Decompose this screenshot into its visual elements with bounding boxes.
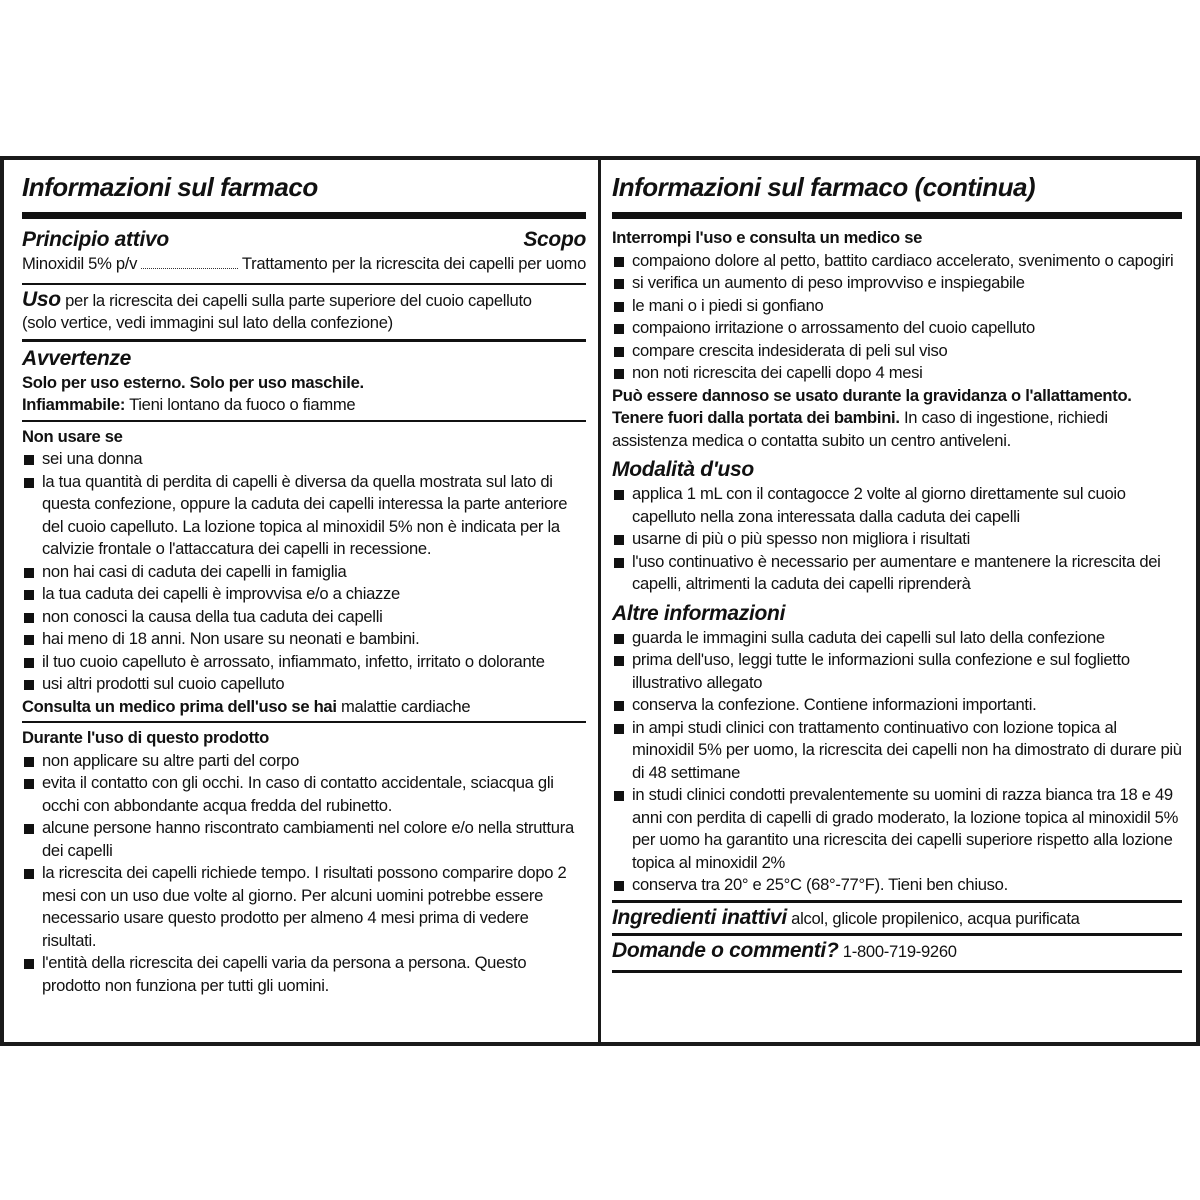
ask-doctor-label: Consulta un medico prima dell'uso se hai [22,696,337,716]
stop-use-heading: Interrompi l'uso e consulta un medico se [612,228,923,247]
other-info-heading: Altre informazioni [612,601,786,625]
stop-use-list [612,250,1182,385]
ask-doctor-text: malattie cardiache [336,696,471,716]
use-heading: Uso [22,287,61,311]
directions-list [612,483,1182,596]
purpose-text: Trattamento per la ricrescita dei capelli per uomo [241,254,586,273]
other-info-list [612,627,1182,897]
use-text-line2: (solo vertice, vedi immagini sul lato della confezione) [22,313,393,332]
drug-facts-label [0,156,1200,1046]
flammable-label: Infiammabile: [22,395,126,414]
list-item: la tua quantità di perdita di capelli è diversa da quella mostrata sul lato di questa confezione, oppure la caduta dei capelli interessa la parte anteriore del cuoio capelluto. La lozione topica al minoxidil 5% non è indicata per la calvizie frontale o l'attaccatura dei capelli in recessione. [22,471,586,561]
leader-dots [141,256,238,269]
purpose-heading: Scopo [523,228,586,251]
directions-section [612,455,1182,599]
list-item: il tuo cuoio capelluto è arrossato, infiammato, infetto, irritato o dolorante [22,651,586,674]
use-text-line1: per la ricrescita dei capelli sulla parte superiore del cuoio capelluto [60,290,532,310]
list-item: compaiono dolore al petto, battito cardiaco accelerato, svenimento o capogiri [612,250,1182,273]
inactive-ingredients-section [612,900,1182,934]
directions-heading: Modalità d'uso [612,458,754,481]
list-item: l'uso continuativo è necessario per aumentare e mantenere la ricrescita dei capelli, altrimenti la caduta dei capelli riprenderà [612,551,1182,596]
list-item: la ricrescita dei capelli richiede tempo. I risultati possono comparire dopo 2 mesi con un uso due volte al giorno. Per alcuni uomini potrebbe essere necessario usare questo prodotto per almeno 4 mesi prima di vedere risultati. [22,862,586,952]
do-not-use-heading: Non usare se [22,426,123,446]
during-use-heading: Durante l'uso di questo prodotto [22,728,269,747]
right-column [601,160,1196,1042]
list-item: prima dell'uso, leggi tutte le informazioni sulla confezione e sul foglietto illustrativo allegato [612,649,1182,694]
list-item: l'entità della ricrescita dei capelli varia da persona a persona. Questo prodotto non funziona per tutti gli uomini. [22,952,586,997]
other-info-section [612,599,1182,900]
pregnancy-warning: Può essere dannoso se usato durante la gravidanza o l'allattamento. [612,385,1132,405]
flammable-text: Tieni lontano da fuoco o fiamme [125,395,356,414]
list-item: la tua caduta dei capelli è improvvisa e/o a chiazze [22,583,586,606]
list-item: evita il contatto con gli occhi. In caso di contatto accidentale, sciacqua gli occhi con abbondante acqua fredda del rubinetto. [22,772,586,817]
list-item: applica 1 mL con il contagocce 2 volte al giorno direttamente sul cuoio capelluto nella zona interessata dalla caduta dei capelli [612,483,1182,528]
list-item: non applicare su altre parti del corpo [22,750,586,773]
do-not-use-list [22,448,586,696]
list-item: non conosci la causa della tua caduta dei capelli [22,606,586,629]
children-warning-label: Tenere fuori dalla portata dei bambini. [612,408,900,427]
phone-number: 1-800-719-9260 [838,942,957,961]
list-item: conserva la confezione. Contiene informazioni importanti. [612,694,1182,717]
list-item: compaiono irritazione o arrossamento del cuoio capelluto [612,317,1182,340]
list-item: alcune persone hanno riscontrato cambiamenti nel colore e/o nella struttura dei capelli [22,817,586,862]
list-item: compare crescita indesiderata di peli sul viso [612,340,1182,363]
left-title: Informazioni sul farmaco [22,170,586,219]
during-use-list [22,750,586,998]
active-ingredient-section [22,219,586,283]
list-item: usarne di più o più spesso non migliora i risultati [612,528,1182,551]
active-ingredient-heading: Principio attivo [22,228,169,251]
use-section [22,283,586,339]
list-item: non noti ricrescita dei capelli dopo 4 mesi [612,362,1182,385]
questions-section [612,933,1182,973]
list-item: conserva tra 20° e 25°C (68°-77°F). Tieni ben chiuso. [612,874,1182,897]
list-item: usi altri prodotti sul cuoio capelluto [22,673,586,696]
inactive-ingredients-text: alcol, glicole propilenico, acqua purificata [786,908,1080,928]
do-not-use-section [22,420,586,722]
list-item: non hai casi di caduta dei capelli in famiglia [22,561,586,584]
list-item: hai meno di 18 anni. Non usare su neonati e bambini. [22,628,586,651]
list-item: in studi clinici condotti prevalentemente su uomini di razza bianca tra 18 e 49 anni con perdita di capelli di grado moderato, la lozione topica al minoxidil 5% per uomo ha garantito una ricrescita dei capelli superiore rispetto alla lozione topica al minoxidil 2% [612,784,1182,874]
active-ingredient-name: Minoxidil 5% p/v [22,254,138,273]
list-item: in ampi studi clinici con trattamento continuativo con lozione topica al minoxidil 5% per uomo, la ricrescita dei capelli non ha dimostrato di durare più di 48 settimane [612,717,1182,785]
left-column [4,160,601,1042]
warnings-section [22,339,586,420]
questions-heading: Domande o commenti? [612,939,839,962]
list-item: si verifica un aumento di peso improvviso e inspiegabile [612,272,1182,295]
children-warning-text: In caso di ingestione, richiedi assistenza medica o contatta subito un centro antiveleni. [612,408,1108,450]
inactive-ingredients-heading: Ingredienti inattivi [612,905,787,929]
stop-use-section [612,219,1182,455]
external-use-warning: Solo per uso esterno. Solo per uso maschile. [22,372,364,392]
list-item: guarda le immagini sulla caduta dei capelli sul lato della confezione [612,627,1182,650]
during-use-section [22,721,586,1000]
warnings-heading: Avvertenze [22,346,132,370]
list-item: le mani o i piedi si gonfiano [612,295,1182,318]
list-item: sei una donna [22,448,586,471]
right-title: Informazioni sul farmaco (continua) [612,170,1182,219]
